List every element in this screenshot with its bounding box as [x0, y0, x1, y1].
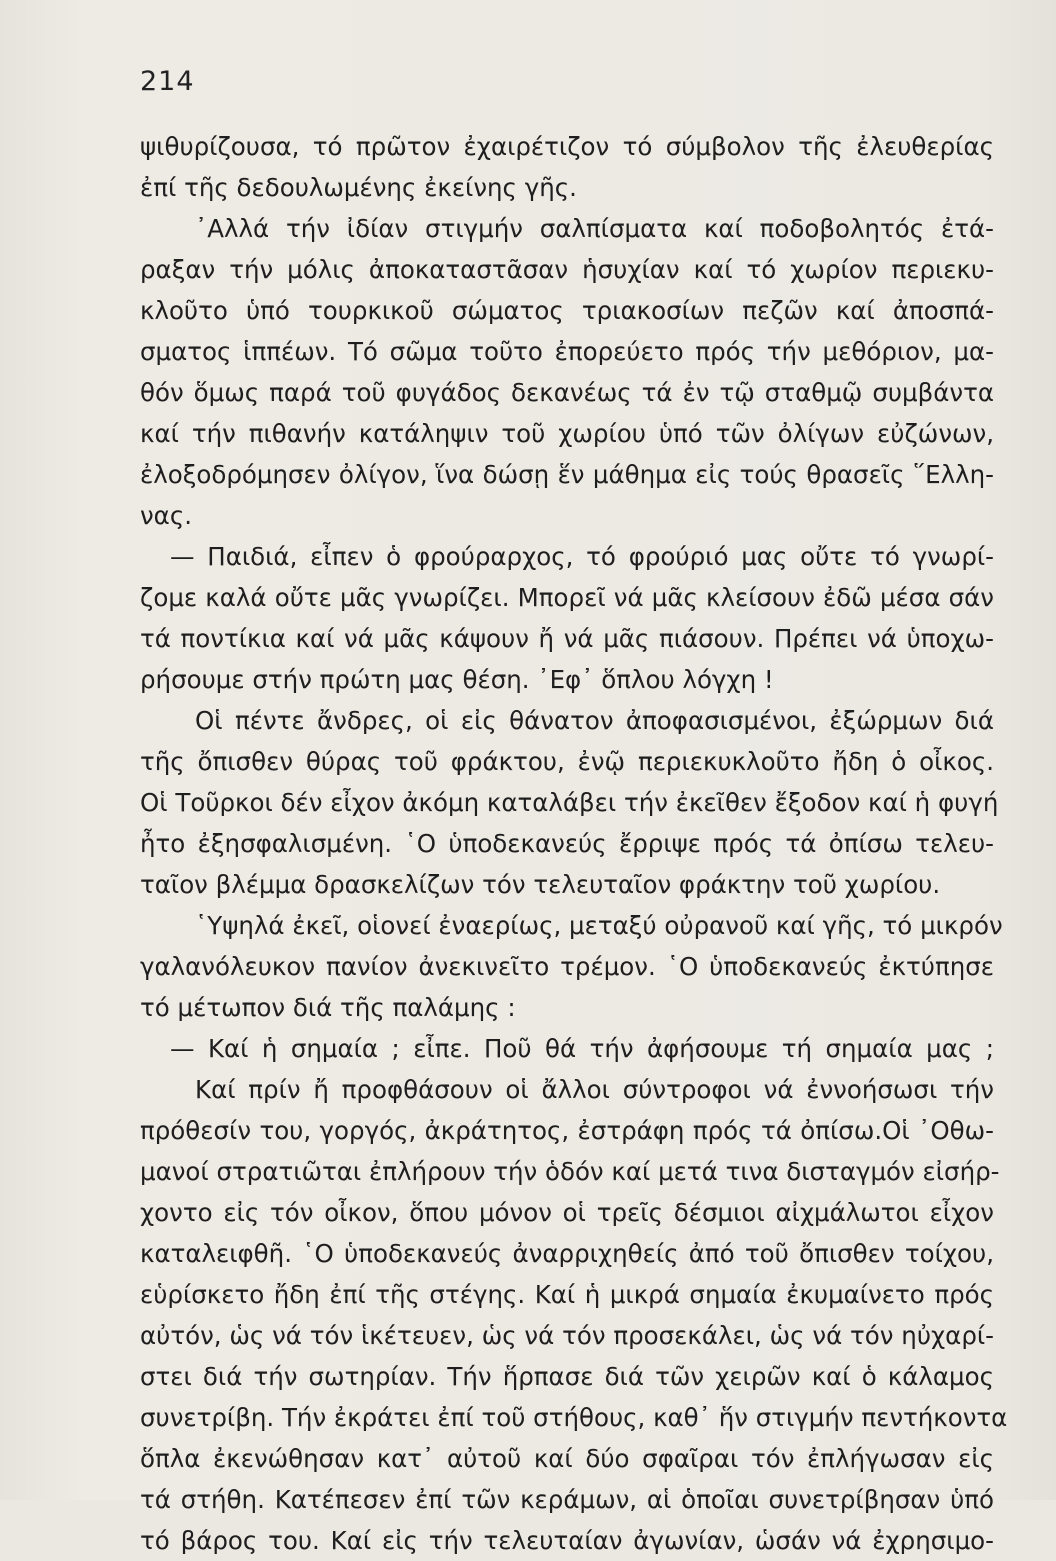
text-line: τά στήθη. Κατέπεσεν ἐπί τῶν κεράμων, αἱ ὁποῖαι συνετρίβησαν ὑπό [140, 1485, 994, 1514]
text-line: ρήσουμε στήν πρώτη μας θέση. ᾿Εφ᾿ ὅπλου λόγχη ! [140, 665, 774, 694]
text-line: ἐπί τῆς δεδουλωμένης ἐκείνης γῆς. [140, 173, 577, 202]
text-line: σματος ἱππέων. Τό σῶμα τοῦτο ἐπορεύετο πρός τήν μεθόριον, μα- [140, 337, 994, 366]
text-line: ᾿Αλλά τήν ἰδίαν στιγμήν σαλπίσματα καί ποδοβολητός ἐτά- [195, 214, 994, 243]
text-line: πρόθεσίν του, γοργός, ἀκράτητος, ἐστράφη πρός τά ὀπίσω.Οἱ ᾿Οθω- [140, 1116, 994, 1145]
text-line: κλοῦτο ὑπό τουρκικοῦ σώματος τριακοσίων πεζῶν καί ἀποσπά- [140, 296, 994, 325]
text-line: Καί πρίν ἤ προφθάσουν οἱ ἄλλοι σύντροφοι νά ἐννοήσωσι τήν [195, 1075, 994, 1104]
text-line: ταῖον βλέμμα δρασκελίζων τόν τελευταῖον φράκτην τοῦ χωρίου. [140, 870, 941, 899]
text-line: — Παιδιά, εἶπεν ὁ φρούραρχος, τό φρούριό μας οὔτε τό γνωρί- [170, 542, 994, 571]
text-line: ῾Υψηλά ἐκεῖ, οἱονεί ἐναερίως, μεταξύ οὐρανοῦ καί γῆς, τό μικρόν [195, 911, 1003, 940]
text-line: τῆς ὄπισθεν θύρας τοῦ φράκτου, ἐνῷ περιεκυκλοῦτο ἤδη ὁ οἶκος. [140, 747, 994, 776]
text-line: νας. [140, 501, 193, 530]
text-line: ὅπλα ἐκενώθησαν κατ᾿ αὐτοῦ καί δύο σφαῖραι τόν ἐπλήγωσαν εἰς [140, 1444, 994, 1473]
text-line: ἦτο ἐξησφαλισμένη. ῾Ο ὑποδεκανεύς ἔρριψε πρός τά ὀπίσω τελευ- [140, 829, 994, 858]
text-line: τό μέτωπον διά τῆς παλάμης : [140, 993, 516, 1022]
page-number: 214 [140, 66, 195, 97]
text-line: μανοί στρατιῶται ἐπλήρουν τήν ὁδόν καί μετά τινα δισταγμόν εἰσήρ- [140, 1157, 1000, 1186]
text-line: ζομε καλά οὔτε μᾶς γνωρίζει. Μπορεῖ νά μᾶς κλείσουν ἐδῶ μέσα σάν [140, 583, 994, 612]
text-line: Οἱ πέντε ἄνδρες, οἱ εἰς θάνατον ἀποφασισμένοι, ἐξώρμων διά [195, 706, 994, 735]
text-line: γαλανόλευκον πανίον ἀνεκινεῖτο τρέμον. ῾Ο ὑποδεκανεύς ἐκτύπησε [140, 952, 994, 981]
text-line: στει διά τήν σωτηρίαν. Τήν ἥρπασε διά τῶν χειρῶν καί ὁ κάλαμος [140, 1362, 994, 1391]
text-line: χοντο εἰς τόν οἶκον, ὅπου μόνον οἱ τρεῖς δέσμιοι αἰχμάλωτοι εἶχον [140, 1198, 994, 1227]
text-line: εὑρίσκετο ἤδη ἐπί τῆς στέγης. Καί ἡ μικρά σημαία ἐκυμαίνετο πρός [140, 1280, 994, 1309]
text-body [140, 126, 1008, 1561]
text-line: συνετρίβη. Τήν ἐκράτει ἐπί τοῦ στήθους, καθ᾿ ἥν στιγμήν πεντήκοντα [140, 1403, 1008, 1432]
text-line: θόν ὅμως παρά τοῦ φυγάδος δεκανέως τά ἐν τῷ σταθμῷ συμβάντα [140, 378, 994, 407]
text-line: καταλειφθῆ. ῾Ο ὑποδεκανεύς ἀναρριχηθείς ἀπό τοῦ ὄπισθεν τοίχου, [140, 1239, 994, 1268]
text-line: αὐτόν, ὡς νά τόν ἱκέτευεν, ὡς νά τόν προσεκάλει, ὡς νά τόν ηὐχαρί- [140, 1321, 994, 1350]
text-line: ραξαν τήν μόλις ἀποκαταστᾶσαν ἡσυχίαν καί τό χωρίον περιεκυ- [140, 255, 994, 284]
text-line: Οἱ Τοῦρκοι δέν εἶχον ἀκόμη καταλάβει τήν ἐκεῖθεν ἔξοδον καί ἡ φυγή [140, 788, 999, 817]
text-line: καί τήν πιθανήν κατάληψιν τοῦ χωρίου ὑπό τῶν ὀλίγων εὐζώνων, [140, 419, 994, 448]
text-line: τά ποντίκια καί νά μᾶς κάψουν ἤ νά μᾶς πιάσουν. Πρέπει νά ὑποχω- [140, 624, 994, 653]
text-line: τό βάρος του. Καί εἰς τήν τελευταίαν ἀγωνίαν, ὡσάν νά ἐχρησιμο- [140, 1526, 994, 1555]
text-line: — Καί ἡ σημαία ; εἶπε. Ποῦ θά τήν ἀφήσουμε τή σημαία μας ; [170, 1034, 994, 1063]
text-line: ψιθυρίζουσα, τό πρῶτον ἐχαιρέτιζον τό σύμβολον τῆς ἐλευθερίας [140, 132, 994, 161]
text-line: ἐλοξοδρόμησεν ὀλίγον, ἵνα δώσῃ ἕν μάθημα εἰς τούς θρασεῖς ῞Ελλη- [140, 460, 994, 489]
